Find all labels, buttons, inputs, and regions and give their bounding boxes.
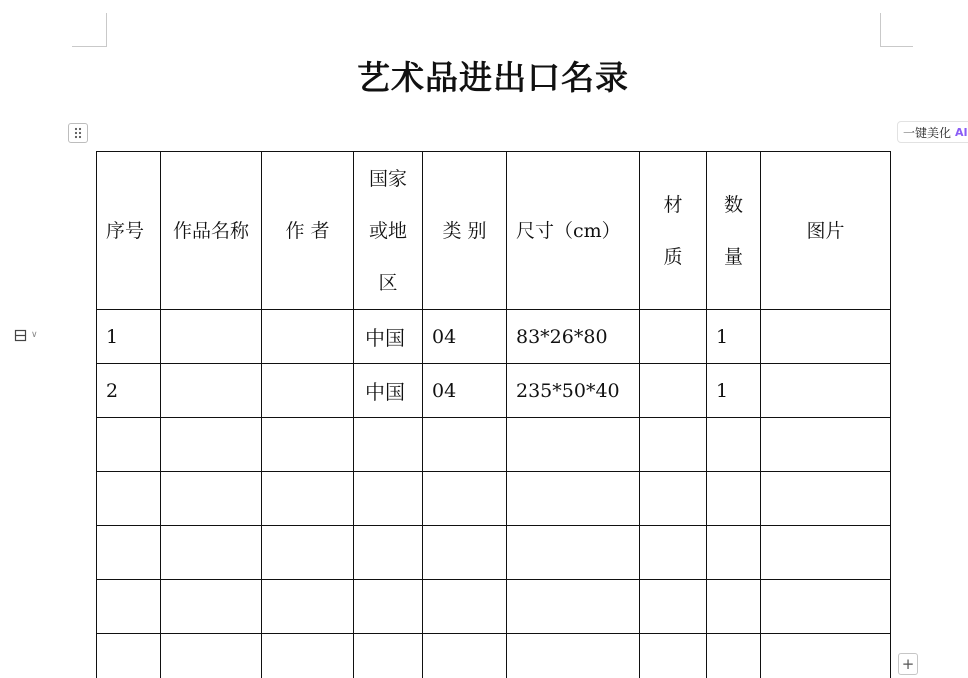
header-cell[interactable]: 数量 bbox=[707, 152, 761, 310]
table-cell[interactable]: 2 bbox=[97, 364, 161, 418]
table-cell[interactable] bbox=[507, 472, 640, 526]
plus-icon: + bbox=[901, 655, 915, 673]
table-cell[interactable]: 中国 bbox=[354, 310, 423, 364]
table-cell[interactable] bbox=[640, 634, 707, 678]
table-cell[interactable] bbox=[423, 580, 507, 634]
table-row bbox=[97, 580, 891, 634]
table-cell[interactable] bbox=[262, 634, 354, 678]
table-cell[interactable] bbox=[262, 472, 354, 526]
ai-badge: AI bbox=[955, 125, 968, 139]
table-cell[interactable] bbox=[761, 364, 891, 418]
table-cell[interactable] bbox=[354, 472, 423, 526]
table-cell[interactable] bbox=[161, 526, 262, 580]
table-cell[interactable] bbox=[761, 310, 891, 364]
table-cell[interactable] bbox=[161, 580, 262, 634]
table-row bbox=[97, 418, 891, 472]
table-cell[interactable] bbox=[640, 526, 707, 580]
table-cell[interactable] bbox=[640, 472, 707, 526]
table-header-row bbox=[97, 152, 891, 310]
page-margin-corner-top-right bbox=[880, 13, 913, 47]
table-row bbox=[97, 364, 891, 418]
table-cell[interactable] bbox=[262, 310, 354, 364]
table-cell[interactable] bbox=[507, 418, 640, 472]
table-cell[interactable]: 1 bbox=[97, 310, 161, 364]
table-cell[interactable] bbox=[761, 418, 891, 472]
table-cell[interactable] bbox=[761, 472, 891, 526]
beautify-button[interactable] bbox=[897, 121, 968, 143]
header-cell[interactable]: 材质 bbox=[640, 152, 707, 310]
table-row bbox=[97, 310, 891, 364]
table-cell[interactable] bbox=[423, 634, 507, 678]
add-row-button[interactable] bbox=[898, 653, 918, 675]
row-handle[interactable] bbox=[14, 325, 50, 345]
header-cell[interactable]: 尺寸（cm） bbox=[507, 152, 640, 310]
page-margin-corner-top-left bbox=[72, 13, 107, 47]
table-cell[interactable] bbox=[161, 418, 262, 472]
table-cell[interactable] bbox=[423, 472, 507, 526]
table-cell[interactable] bbox=[161, 364, 262, 418]
beautify-label: 一键美化 bbox=[903, 125, 952, 140]
table-row bbox=[97, 634, 891, 678]
table-cell[interactable] bbox=[707, 418, 761, 472]
table-cell[interactable] bbox=[423, 418, 507, 472]
table-cell[interactable] bbox=[423, 526, 507, 580]
table-cell[interactable] bbox=[507, 526, 640, 580]
table-cell[interactable] bbox=[161, 310, 262, 364]
chevron-down-icon: ∨ bbox=[31, 330, 38, 340]
table-cell[interactable] bbox=[640, 580, 707, 634]
header-cell[interactable]: 作 者 bbox=[262, 152, 354, 310]
table-cell[interactable] bbox=[97, 472, 161, 526]
table-cell[interactable] bbox=[161, 634, 262, 678]
table-cell[interactable] bbox=[640, 418, 707, 472]
row-layout-icon bbox=[14, 329, 27, 342]
table-drag-handle[interactable] bbox=[68, 123, 88, 143]
table-cell[interactable] bbox=[262, 526, 354, 580]
table-cell[interactable] bbox=[707, 580, 761, 634]
table-cell[interactable] bbox=[640, 310, 707, 364]
table-cell[interactable] bbox=[354, 580, 423, 634]
table-cell[interactable] bbox=[97, 580, 161, 634]
table-cell[interactable]: 1 bbox=[707, 310, 761, 364]
table-row bbox=[97, 526, 891, 580]
table-cell[interactable] bbox=[707, 634, 761, 678]
drag-grip-icon bbox=[73, 127, 83, 139]
table-cell[interactable] bbox=[761, 526, 891, 580]
document-title[interactable]: 艺术品进出口名录 bbox=[357, 58, 629, 97]
table-cell[interactable] bbox=[354, 526, 423, 580]
table-cell[interactable] bbox=[97, 634, 161, 678]
artwork-table bbox=[96, 151, 891, 678]
table-cell[interactable] bbox=[262, 580, 354, 634]
header-cell[interactable]: 图片 bbox=[761, 152, 891, 310]
table-cell[interactable] bbox=[507, 580, 640, 634]
table-cell[interactable] bbox=[97, 418, 161, 472]
table-cell[interactable] bbox=[354, 418, 423, 472]
table-cell[interactable] bbox=[354, 634, 423, 678]
header-cell[interactable]: 国家或地区 bbox=[354, 152, 423, 310]
table-row bbox=[97, 472, 891, 526]
table-cell[interactable]: 1 bbox=[707, 364, 761, 418]
table-cell[interactable]: 04 bbox=[423, 364, 507, 418]
table-cell[interactable] bbox=[262, 364, 354, 418]
table-cell[interactable]: 83*26*80 bbox=[507, 310, 640, 364]
header-cell[interactable]: 序号 bbox=[97, 152, 161, 310]
header-cell[interactable]: 类 别 bbox=[423, 152, 507, 310]
header-cell[interactable]: 作品名称 bbox=[161, 152, 262, 310]
table-cell[interactable] bbox=[761, 634, 891, 678]
table-cell[interactable] bbox=[640, 364, 707, 418]
table-cell[interactable] bbox=[707, 472, 761, 526]
table-cell[interactable]: 235*50*40 bbox=[507, 364, 640, 418]
table-cell[interactable] bbox=[761, 580, 891, 634]
table-cell[interactable]: 04 bbox=[423, 310, 507, 364]
table-cell[interactable] bbox=[97, 526, 161, 580]
table-cell[interactable] bbox=[262, 418, 354, 472]
table-cell[interactable] bbox=[161, 472, 262, 526]
table-cell[interactable] bbox=[707, 526, 761, 580]
table-cell[interactable] bbox=[507, 634, 640, 678]
table-cell[interactable]: 中国 bbox=[354, 364, 423, 418]
